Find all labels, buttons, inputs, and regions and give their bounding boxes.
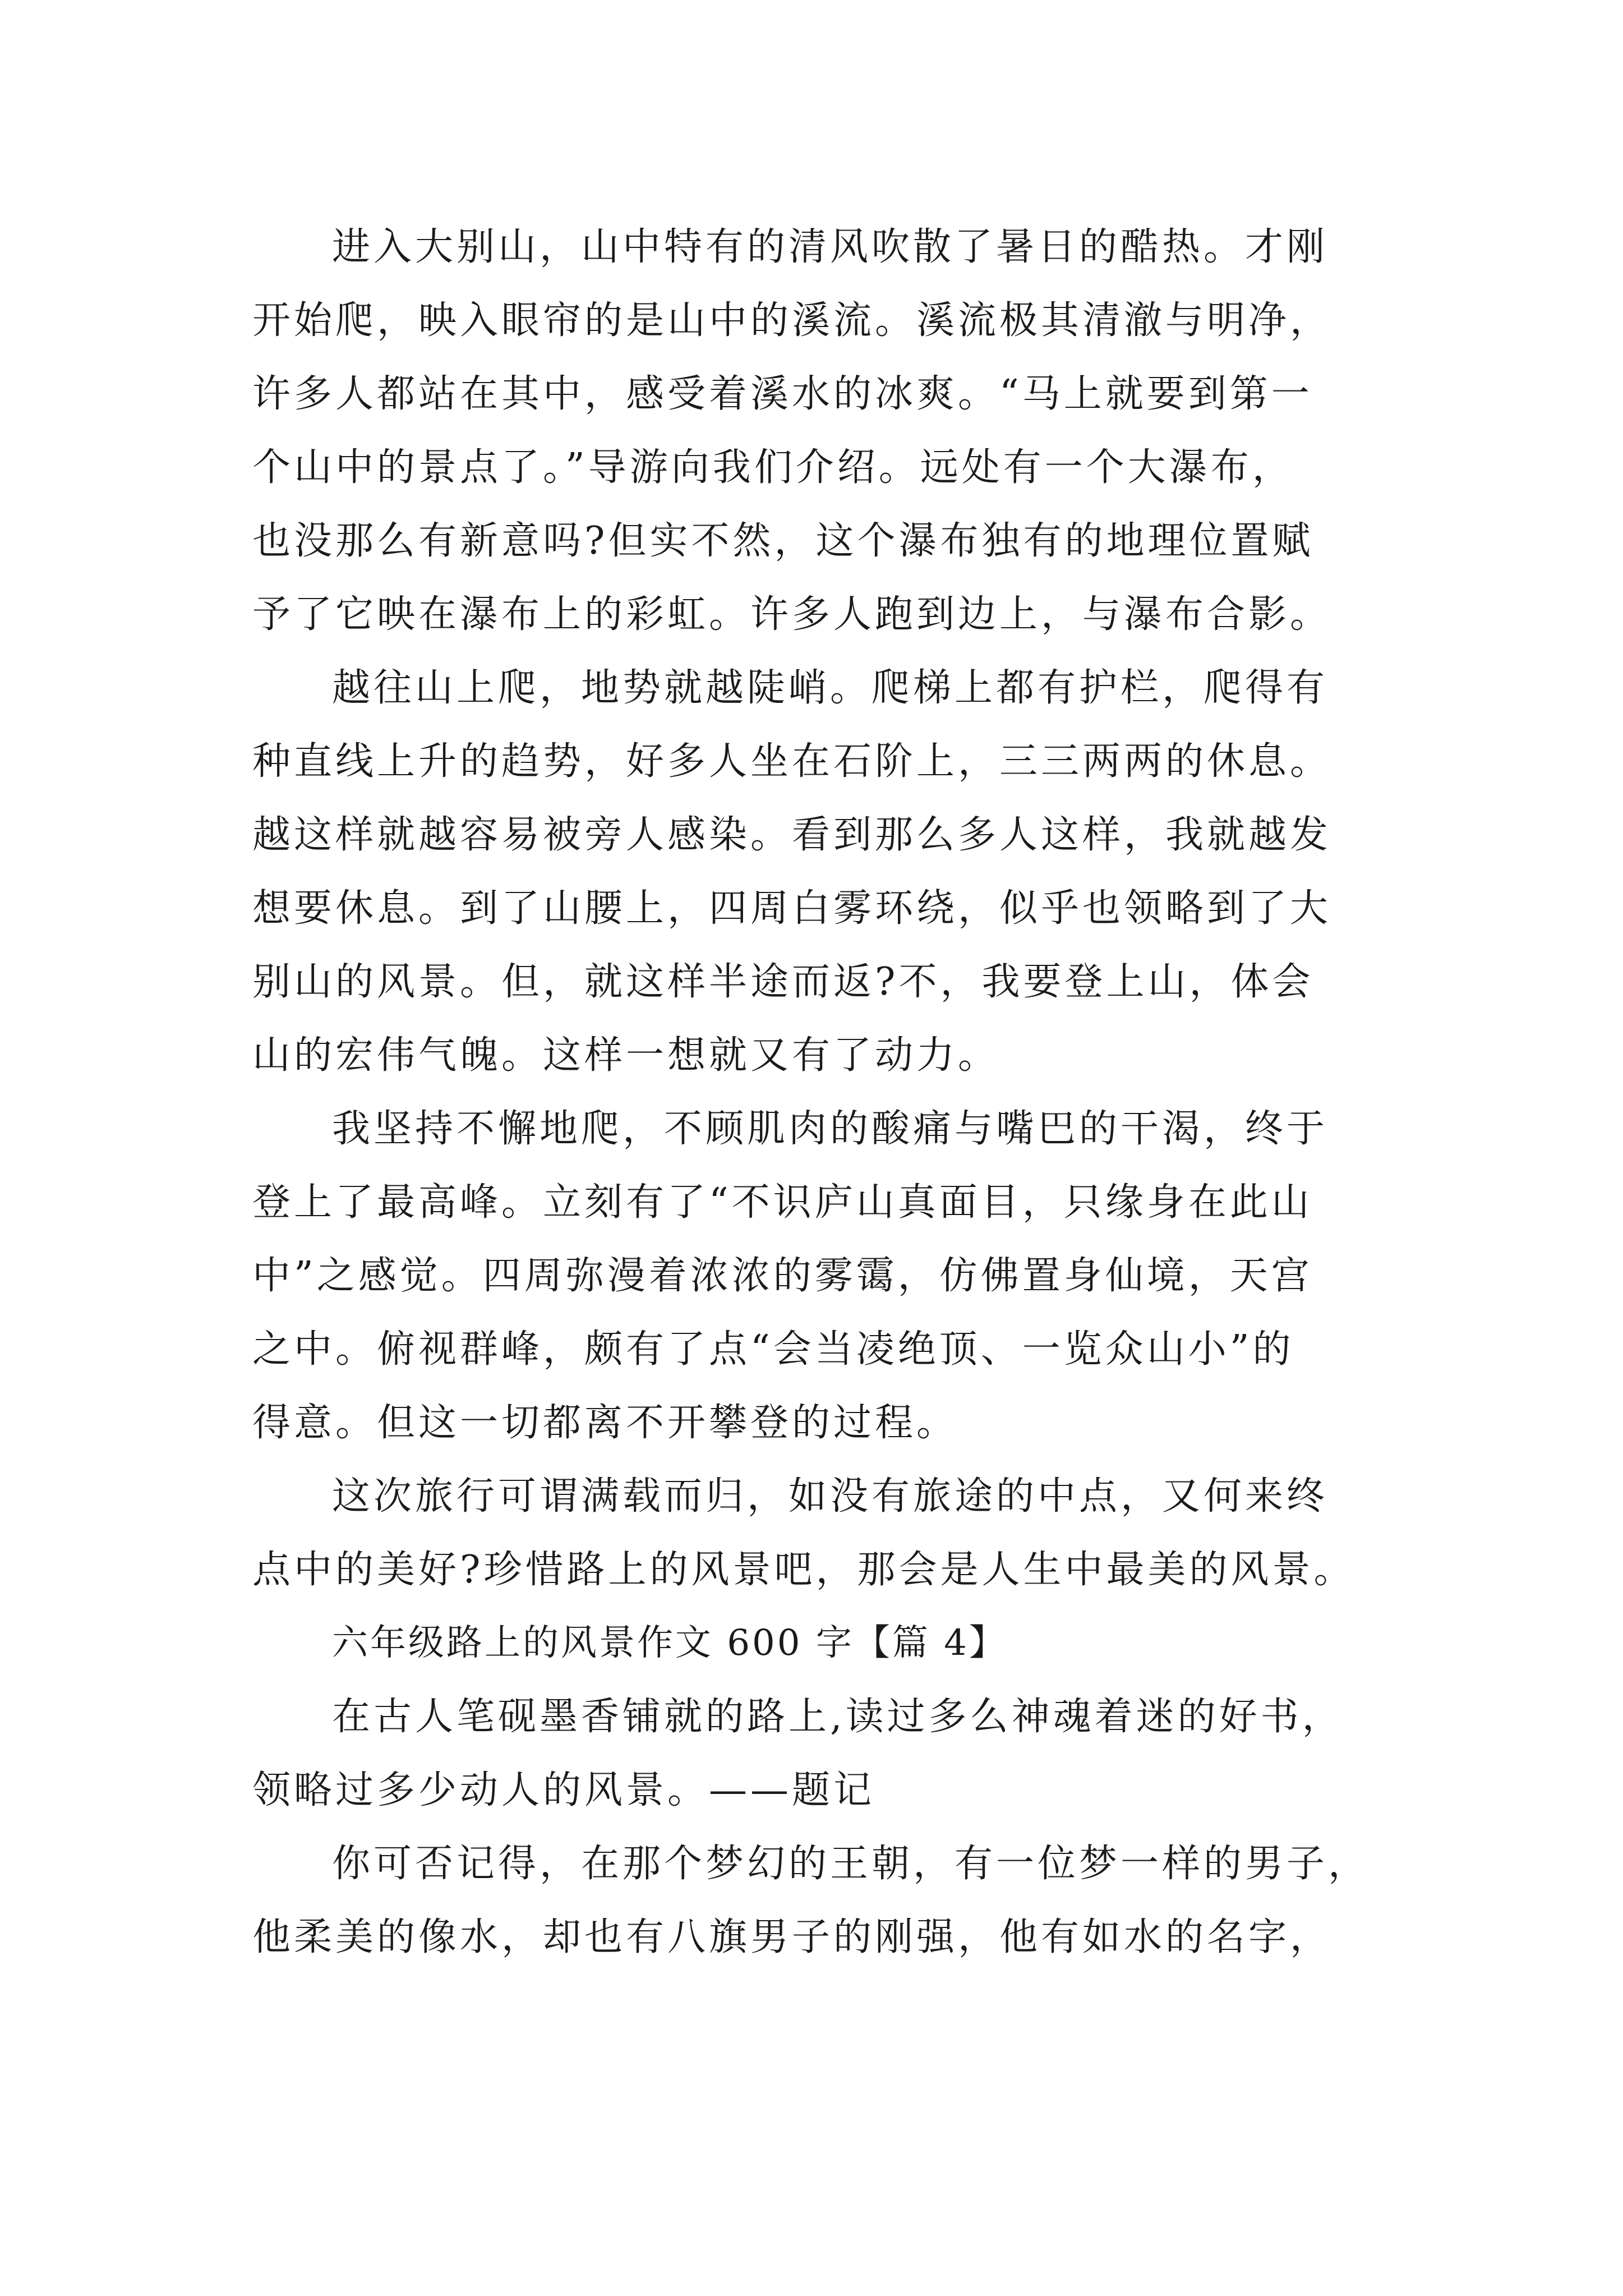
paragraph-line: 山的宏伟气魄。这样一想就又有了动力。 bbox=[252, 1033, 1000, 1078]
article-body bbox=[252, 210, 1396, 1974]
paragraph-line: 在古人笔砚墨香铺就的路上,读过多么神魂着迷的好书， bbox=[332, 1695, 1344, 1739]
paragraph-line: 种直线上升的趋势，好多人坐在石阶上，三三两两的休息。 bbox=[252, 739, 1332, 784]
paragraph-line: 开始爬，映入眼帘的是山中的溪流。溪流极其清澈与明净， bbox=[252, 298, 1332, 343]
paragraph-line: 进入大别山，山中特有的清风吹散了暑日的酷热。才刚 bbox=[332, 225, 1329, 269]
paragraph-line: 中”之感觉。四周弥漫着浓浓的雾霭，仿佛置身仙境，天宫 bbox=[252, 1254, 1313, 1298]
paragraph-line: 点中的美好?珍惜路上的风景吧，那会是人生中最美的风景。 bbox=[252, 1548, 1355, 1592]
paragraph-line: 越这样就越容易被旁人感染。看到那么多人这样，我就越发 bbox=[252, 813, 1332, 857]
paragraph-line: 之中。俯视群峰，颇有了点“会当凌绝顶、一览众山小”的 bbox=[252, 1327, 1294, 1372]
paragraph-line: 个山中的景点了。”导游向我们介绍。远处有一个大瀑布， bbox=[252, 445, 1294, 490]
paragraph-line: 这次旅行可谓满载而归，如没有旅途的中点，又何来终 bbox=[332, 1474, 1329, 1519]
paragraph-line: 得意。但这一切都离不开攀登的过程。 bbox=[252, 1401, 958, 1445]
paragraph-line: 领略过多少动人的风景。——题记 bbox=[252, 1768, 875, 1812]
paragraph-line: 越往山上爬，地势就越陡峭。爬梯上都有护栏，爬得有 bbox=[332, 666, 1329, 710]
paragraph-line: 也没那么有新意吗?但实不然，这个瀑布独有的地理位置赋 bbox=[252, 519, 1314, 563]
paragraph-line: 想要休息。到了山腰上，四周白雾环绕，似乎也领略到了大 bbox=[252, 886, 1332, 931]
paragraph-line: 许多人都站在其中，感受着溪水的冰爽。“马上就要到第一 bbox=[252, 372, 1313, 416]
paragraph-line: 他柔美的像水，却也有八旗男子的刚强，他有如水的名字， bbox=[252, 1915, 1332, 1959]
paragraph-line: 予了它映在瀑布上的彩虹。许多人跑到边上，与瀑布合影。 bbox=[252, 592, 1332, 637]
paragraph-line: 你可否记得，在那个梦幻的王朝，有一位梦一样的男子， bbox=[332, 1842, 1370, 1886]
paragraph-line: 我坚持不懈地爬，不顾肌肉的酸痛与嘴巴的干渴，终于 bbox=[332, 1107, 1329, 1151]
paragraph-line: 别山的风景。但，就这样半途而返?不，我要登上山，体会 bbox=[252, 960, 1314, 1004]
section-heading: 六年级路上的风景作文 600 字【篇 4】 bbox=[332, 1622, 1007, 1664]
paragraph-line: 登上了最高峰。立刻有了“不识庐山真面目，只缘身在此山 bbox=[252, 1180, 1313, 1225]
